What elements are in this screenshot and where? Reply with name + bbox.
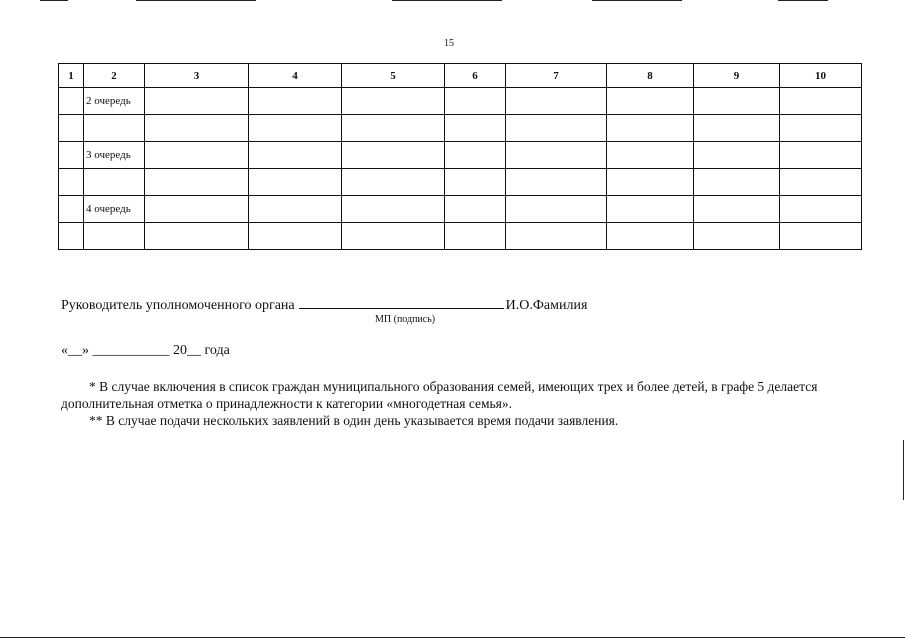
table-cell xyxy=(506,196,607,223)
table-cell xyxy=(342,142,445,169)
column-header: 3 xyxy=(145,64,249,88)
table-cell xyxy=(84,169,145,196)
footnote-1: * В случае включения в список граждан муниципального образования семей, имеющих трех и более детей, в графе 5 делается дополнительная отметка о принадлежности к категории «многодетная семья». xyxy=(61,379,818,411)
register-table xyxy=(58,63,862,250)
table-cell xyxy=(506,142,607,169)
table-cell xyxy=(145,169,249,196)
table-cell xyxy=(694,169,780,196)
table-row xyxy=(59,223,862,250)
table-cell xyxy=(694,88,780,115)
table-cell xyxy=(145,88,249,115)
signature-blank xyxy=(299,296,504,309)
table-row xyxy=(59,196,862,223)
table-cell xyxy=(249,142,342,169)
page-number: 15 xyxy=(444,38,454,49)
table-cell xyxy=(342,169,445,196)
column-header: 6 xyxy=(445,64,506,88)
table-cell xyxy=(342,88,445,115)
table-cell xyxy=(780,169,862,196)
scan-edge-top-1 xyxy=(40,0,68,1)
table-cell xyxy=(445,88,506,115)
signature-caption: МП (подпись) xyxy=(375,314,436,325)
table-cell xyxy=(780,196,862,223)
queue-label: 4 очередь xyxy=(84,196,145,223)
table-cell xyxy=(59,169,84,196)
table-cell xyxy=(780,88,862,115)
table-cell xyxy=(780,142,862,169)
table-row xyxy=(59,115,862,142)
column-header: 8 xyxy=(607,64,694,88)
column-header: 1 xyxy=(59,64,84,88)
table-cell xyxy=(694,223,780,250)
scan-edge-top-3 xyxy=(392,0,502,1)
column-header: 10 xyxy=(780,64,862,88)
signature-label: Руководитель уполномоченного органа xyxy=(61,298,295,313)
table-cell xyxy=(445,196,506,223)
queue-label: 2 очередь xyxy=(84,88,145,115)
table-cell xyxy=(445,223,506,250)
table-cell xyxy=(145,115,249,142)
table-cell xyxy=(59,142,84,169)
scan-edge-top-5 xyxy=(778,0,828,1)
table-cell xyxy=(607,223,694,250)
table-cell xyxy=(84,115,145,142)
table-cell xyxy=(694,142,780,169)
table-cell xyxy=(249,196,342,223)
table-cell xyxy=(506,223,607,250)
table-row xyxy=(59,169,862,196)
table-cell xyxy=(59,223,84,250)
table-cell xyxy=(84,223,145,250)
column-header: 7 xyxy=(506,64,607,88)
table-cell xyxy=(694,115,780,142)
table-cell xyxy=(145,223,249,250)
table-cell xyxy=(607,169,694,196)
table-cell xyxy=(445,115,506,142)
date-line: «__» ___________ 20__ года xyxy=(61,343,230,358)
scan-edge-right xyxy=(903,440,904,500)
column-header: 5 xyxy=(342,64,445,88)
table-cell xyxy=(145,142,249,169)
table-cell xyxy=(59,88,84,115)
table-cell xyxy=(249,88,342,115)
table-cell xyxy=(445,169,506,196)
table-header-row xyxy=(59,64,862,88)
table-cell xyxy=(249,115,342,142)
queue-label: 3 очередь xyxy=(84,142,145,169)
column-header: 2 xyxy=(84,64,145,88)
table-cell xyxy=(249,169,342,196)
scan-edge-bottom xyxy=(0,637,905,638)
table-cell xyxy=(506,169,607,196)
table-cell xyxy=(607,196,694,223)
table-cell xyxy=(342,196,445,223)
table-cell xyxy=(780,115,862,142)
table-cell xyxy=(342,223,445,250)
table-row xyxy=(59,142,862,169)
table-cell xyxy=(145,196,249,223)
signature-name: И.О.Фамилия xyxy=(505,298,588,313)
footnote-2: ** В случае подачи нескольких заявлений в один день указывается время подачи заявления. xyxy=(89,413,619,428)
table-cell xyxy=(506,88,607,115)
table-cell xyxy=(780,223,862,250)
signature-line xyxy=(61,296,587,314)
table-cell xyxy=(249,223,342,250)
table-cell xyxy=(607,88,694,115)
table-cell xyxy=(694,196,780,223)
table-cell xyxy=(59,196,84,223)
table-row xyxy=(59,88,862,115)
table-cell xyxy=(59,115,84,142)
column-header: 9 xyxy=(694,64,780,88)
table-cell xyxy=(342,115,445,142)
footnotes xyxy=(61,378,853,429)
table-cell xyxy=(445,142,506,169)
table-cell xyxy=(506,115,607,142)
table-cell xyxy=(607,115,694,142)
scan-edge-top-4 xyxy=(592,0,682,1)
column-header: 4 xyxy=(249,64,342,88)
table-cell xyxy=(607,142,694,169)
scan-edge-top-2 xyxy=(136,0,256,1)
